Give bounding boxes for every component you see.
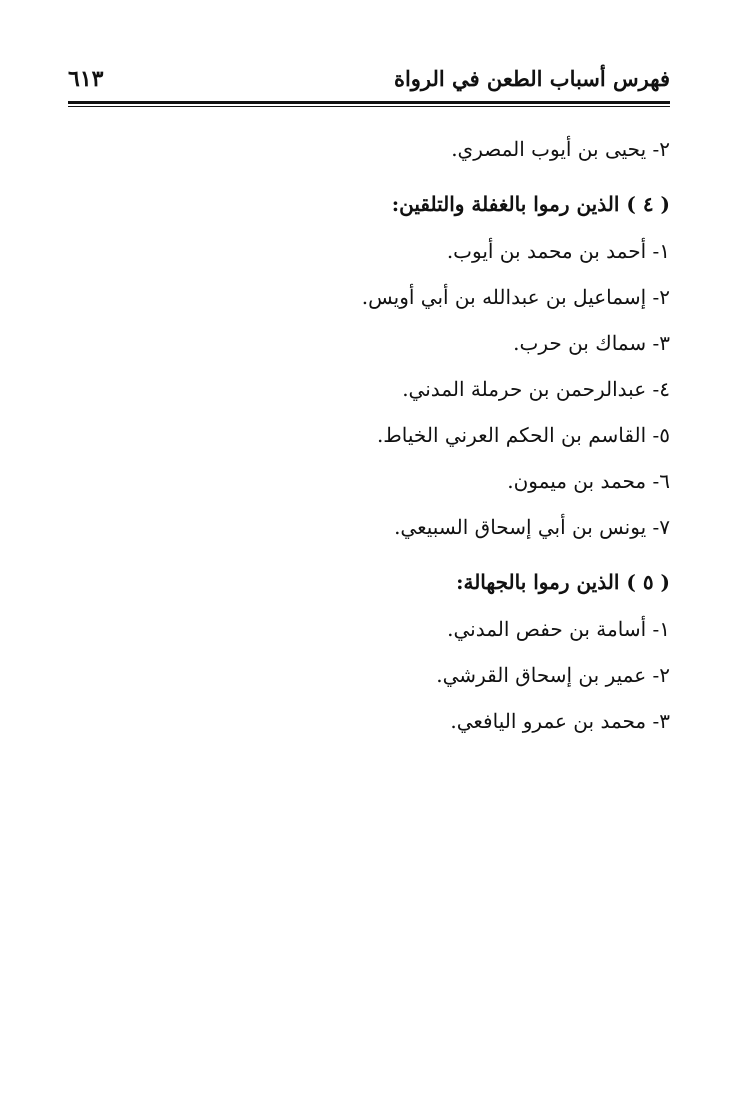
header-rule-thin — [68, 106, 670, 107]
section-heading — [110, 180, 670, 228]
header-rule — [68, 101, 670, 104]
list-item: ٣- محمد بن عمرو اليافعي. — [450, 709, 670, 733]
list-item: ٢- يحيى بن أيوب المصري. — [451, 137, 670, 161]
page-number: ٦١٣ — [68, 66, 104, 92]
running-title: فهرس أسباب الطعن في الرواة — [393, 66, 670, 91]
section-number: ( ٥ ) — [626, 570, 670, 594]
list-item: ٥- القاسم بن الحكم العرني الخياط. — [376, 423, 670, 447]
section-title: الذين رموا بالجهالة: — [456, 570, 620, 594]
list-item: ٧- يونس بن أبي إسحاق السبيعي. — [394, 515, 670, 539]
list-item: ٢- إسماعيل بن عبدالله بن أبي أويس. — [361, 285, 670, 309]
section-title: الذين رموا بالغفلة والتلقين: — [391, 192, 620, 216]
list-item: ٤- عبدالرحمن بن حرملة المدني. — [402, 377, 670, 401]
index-content — [110, 126, 670, 744]
list-item: ٣- سماك بن حرب. — [513, 331, 670, 355]
list-item: ٢- عمير بن إسحاق القرشي. — [436, 663, 670, 687]
list-item: ١- أسامة بن حفص المدني. — [447, 617, 670, 641]
section-number: ( ٤ ) — [626, 192, 670, 216]
page-header — [68, 62, 670, 98]
list-item: ٦- محمد بن ميمون. — [507, 469, 670, 493]
list-item: ١- أحمد بن محمد بن أيوب. — [446, 239, 670, 263]
section-heading — [110, 558, 670, 606]
